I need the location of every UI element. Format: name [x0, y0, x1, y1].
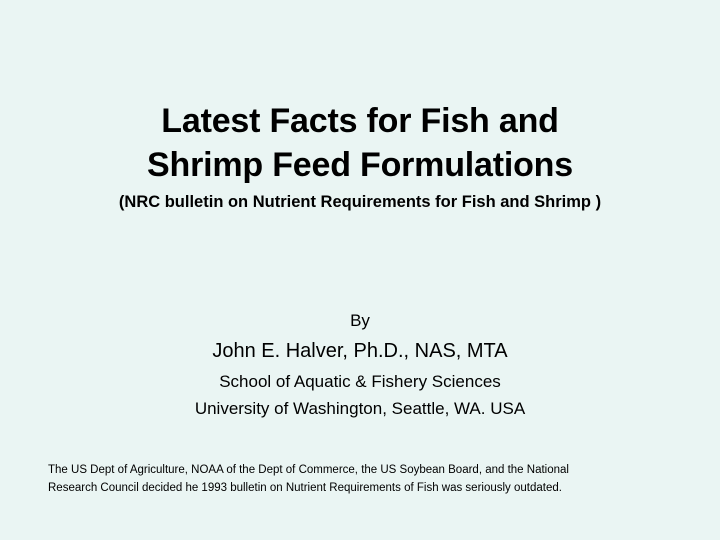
footnote-block [48, 462, 678, 498]
title-block [0, 100, 720, 213]
author-affiliation-school: School of Aquatic & Fishery Sciences [219, 371, 501, 391]
author-affiliation-university: University of Washington, Seattle, WA. USA [194, 399, 526, 419]
slide-subtitle: (NRC bulletin on Nutrient Requirements for Fish and Shrimp ) [118, 193, 602, 212]
footnote-line-1: The US Dept of Agriculture, NOAA of the Dept of Commerce, the US Soybean Board, and the National [48, 464, 569, 476]
author-name: John E. Halver, Ph.D., NAS, MTA [212, 339, 508, 362]
slide-title-line-2: Shrimp Feed Formulations [147, 145, 573, 184]
by-label: By [350, 311, 370, 330]
footnote-line-2: Research Council decided he 1993 bulletin on Nutrient Requirements of Fish was seriously outdated. [48, 481, 562, 494]
slide-title-line-1: Latest Facts for Fish and [161, 102, 559, 140]
author-block [0, 308, 720, 423]
